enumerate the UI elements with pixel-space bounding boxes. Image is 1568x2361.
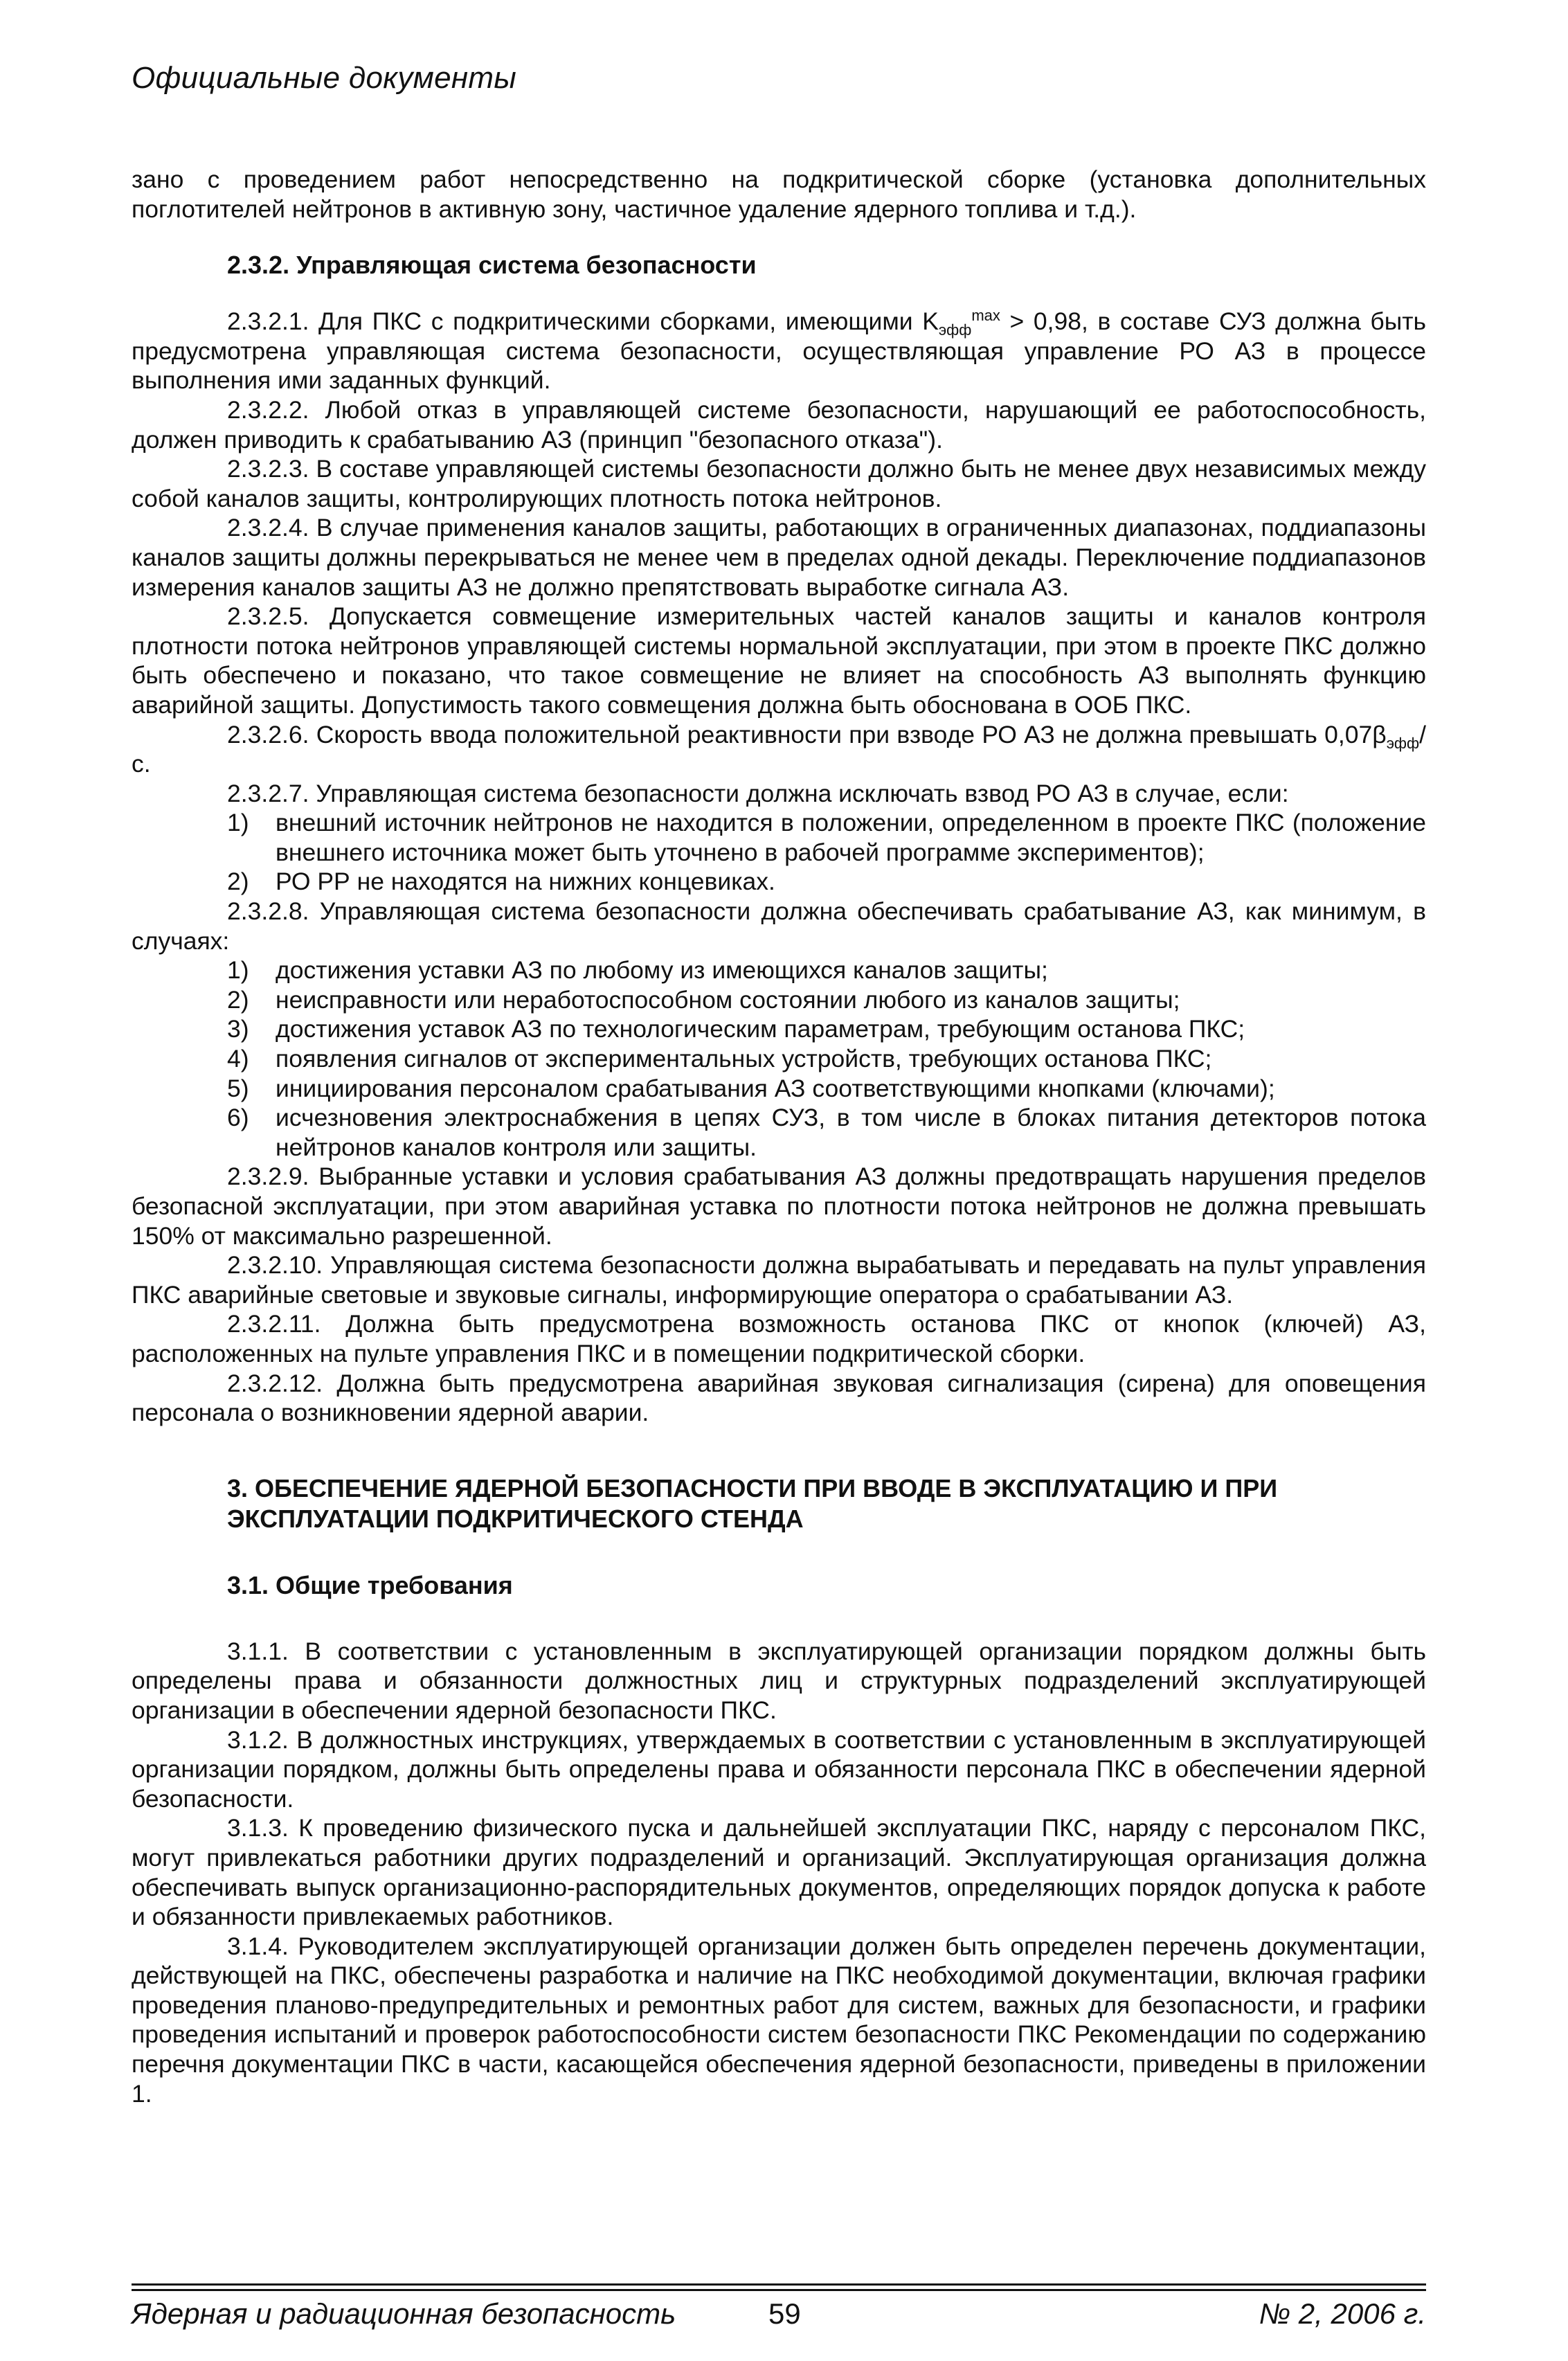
paragraph-3-1-4: 3.1.4. Руководителем эксплуатирующей организации должен быть определен перечень документации, действующей на ПКС, обеспечены разработка и наличие на ПКС необходимой документации, включая графики проведения планово-предупредительных и ремонтных работ для систем, важных для безопасности, и графики проведения испытаний и проверок работоспособности систем безопасности ПКС Рекомендации по содержанию перечня документации ПКС в части, касающейся обеспечения ядерной безопасности, приведены в приложении 1.: [132, 1932, 1426, 2108]
paragraph-2-3-2-6: 2.3.2.6. Скорость ввода положительной реактивности при взводе РО АЗ не должна превышать $0,07\beta_{эфф}/с$.: [132, 720, 1426, 778]
paragraph-2-3-2-2: 2.3.2.2. Любой отказ в управляющей системе безопасности, нарушающий ее работоспособность, должен приводить к срабатыванию АЗ (принцип "безопасного отказа").: [132, 395, 1426, 454]
list-item: 1) достижения уставки АЗ по любому из имеющихся каналов защиты;: [227, 956, 1048, 985]
list-item: 1) внешний источник нейтронов не находится в положении, определенном в проекте ПКС (положение внешнего источника может быть уточнено в рабочей программе экспериментов);: [227, 809, 1426, 866]
paragraph-2-3-2-8: 2.3.2.8. Управляющая система безопасности должна обеспечивать срабатывание АЗ, как минимум, в случаях:: [132, 897, 1426, 955]
document-body: [132, 165, 1426, 2108]
page-number: 59: [768, 2297, 801, 2330]
footer-issue: № 2, 2006 г.: [1259, 2297, 1426, 2330]
list-item: 5) инициирования персоналом срабатывания АЗ соответствующими кнопками (ключами);: [227, 1074, 1275, 1102]
paragraph-2-3-2-4: 2.3.2.4. В случае применения каналов защиты, работающих в ограниченных диапазонах, поддиапазоны каналов защиты должны перекрываться не менее чем в пределах одной декады. Переключение поддиапазонов измерения каналов защиты АЗ не должно препятствовать выработке сигнала АЗ.: [132, 514, 1426, 601]
intro-paragraph: зано с проведением работ непосредственно на подкритической сборке (установка дополнительных поглотителей нейтронов в активную зону, частичное удаление ядерного топлива и т.д.).: [132, 165, 1426, 223]
list-item: 4) появления сигналов от экспериментальных устройств, требующих останова ПКС;: [227, 1045, 1212, 1073]
list-item: 6) исчезновения электроснабжения в цепях СУЗ, в том числе в блоках питания детекторов потока нейтронов каналов контроля или защиты.: [227, 1104, 1426, 1161]
footer-rule-top: [132, 2283, 1426, 2286]
section-heading-3: 3. ОБЕСПЕЧЕНИЕ ЯДЕРНОЙ БЕЗОПАСНОСТИ ПРИ ВВОДЕ В ЭКСПЛУАТАЦИЮ И ПРИ ЭКСПЛУАТАЦИИ ПОДКРИТИЧЕСКОГО СТЕНДА: [227, 1473, 1278, 1533]
paragraph-2-3-2-5: 2.3.2.5. Допускается совмещение измерительных частей каналов защиты и каналов контроля плотности потока нейтронов управляющей системы нормальной эксплуатации, при этом в проекте ПКС должно быть обеспечено и показано, что такое совмещение не влияет на способность АЗ выполнять функцию аварийной защиты. Допустимость такого совмещения должна быть обоснована в ООБ ПКС.: [132, 602, 1426, 719]
paragraph-2-3-2-3: 2.3.2.3. В составе управляющей системы безопасности должно быть не менее двух независимых между собой каналов защиты, контролирующих плотность потока нейтронов.: [132, 455, 1426, 512]
paragraph-2-3-2-1: 2.3.2.1. Для ПКС с подкритическими сборками, имеющими $K_{эфф}^{max} > 0,98$, в составе СУЗ должна быть предусмотрена управляющая система безопасности, осуществляющая управление РО АЗ в процессе выполнения ими заданных функций.: [132, 307, 1426, 395]
list-item: 3) достижения уставок АЗ по технологическим параметрам, требующим останова ПКС;: [227, 1015, 1245, 1043]
list-2-3-2-8: [132, 955, 1426, 1162]
list-item: 2) неисправности или неработоспособном состоянии любого из каналов защиты;: [227, 985, 1180, 1014]
paragraph-2-3-2-10: 2.3.2.10. Управляющая система безопасности должна вырабатывать и передавать на пульт управления ПКС аварийные световые и звуковые сигналы, информирующие оператора о срабатывании АЗ.: [132, 1251, 1426, 1309]
list-2-3-2-7: [132, 808, 1426, 897]
list-item: 2) РО РР не находятся на нижних концевиках.: [227, 868, 775, 896]
footer-journal-title: Ядерная и радиационная безопасность: [132, 2297, 676, 2330]
section-heading-3-1: 3.1. Общие требования: [227, 1570, 513, 1599]
running-head: Официальные документы: [132, 61, 517, 95]
paragraph-2-3-2-11: 2.3.2.11. Должна быть предусмотрена возможность останова ПКС от кнопок (ключей) АЗ, расположенных на пульте управления ПКС и в помещении подкритической сборки.: [132, 1310, 1426, 1367]
paragraph-2-3-2-12: 2.3.2.12. Должна быть предусмотрена аварийная звуковая сигнализация (сирена) для оповещения персонала о возникновении ядерной аварии.: [132, 1369, 1426, 1427]
paragraph-2-3-2-9: 2.3.2.9. Выбранные уставки и условия срабатывания АЗ должны предотвращать нарушения пределов безопасной эксплуатации, при этом аварийная уставка по плотности потока нейтронов не должна превышать 150% от максимально разрешенной.: [132, 1162, 1426, 1250]
footer-rule-bottom: [132, 2289, 1426, 2291]
paragraph-2-3-2-7: 2.3.2.7. Управляющая система безопасности должна исключать взвод РО АЗ в случае, если:: [227, 779, 1289, 807]
paragraph-3-1-2: 3.1.2. В должностных инструкциях, утверждаемых в соответствии с установленным в эксплуатирующей организации порядком, должны быть определены права и обязанности персонала ПКС в обеспечении ядерной безопасности.: [132, 1725, 1426, 1813]
paragraph-3-1-1: 3.1.1. В соответствии с установленным в эксплуатирующей организации порядком должны быть определены права и обязанности должностных лиц и структурных подразделений эксплуатирующей организации в обеспечении ядерной безопасности ПКС.: [132, 1637, 1426, 1724]
section-heading-2-3-2: 2.3.2. Управляющая система безопасности: [227, 251, 757, 280]
paragraph-3-1-3: 3.1.3. К проведению физического пуска и дальнейшей эксплуатации ПКС, наряду с персоналом ПКС, могут привлекаться работники других подразделений и организаций. Эксплуатирующая организация должна обеспечивать выпуск организационно-распорядительных документов, определяющих порядок допуска к работе и обязанности привлекаемых работников.: [132, 1814, 1426, 1931]
